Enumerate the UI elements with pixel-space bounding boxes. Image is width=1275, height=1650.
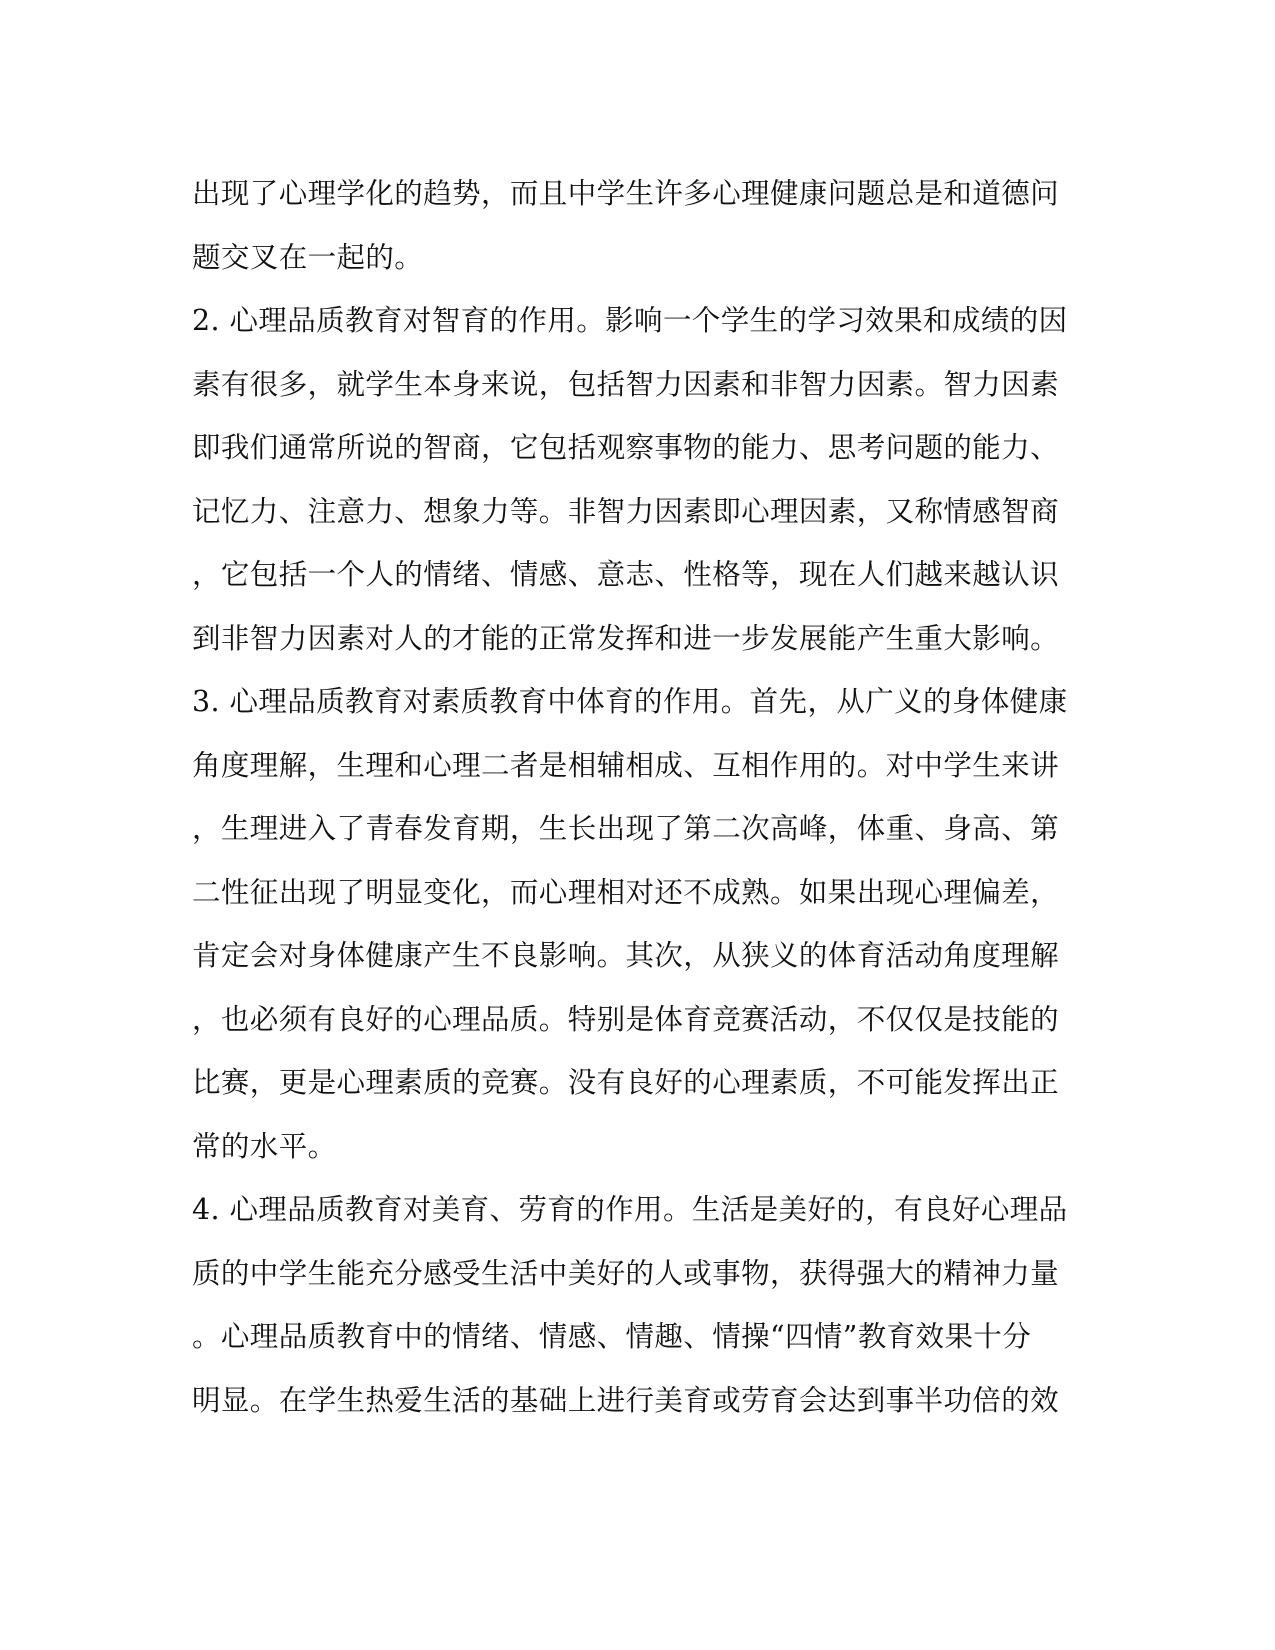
document-body <box>192 162 1072 1432</box>
text-line: ，它包括一个人的情绪、情感、意志、性格等，现在人们越来越认识 <box>192 558 1060 591</box>
text-line: 比赛，更是心理素质的竞赛。没有良好的心理素质，不可能发挥出正 <box>192 1066 1060 1099</box>
text-line: 出现了心理学化的趋势，而且中学生许多心理健康问题总是和道德问 <box>192 177 1060 210</box>
text-line: 素有很多，就学生本身来说，包括智力因素和非智力因素。智力因素 <box>192 367 1060 401</box>
text-line: 题交叉在一起的。 <box>192 240 424 274</box>
text-line: 二性征出现了明显变化，而心理相对还不成熟。如果出现心理偏差， <box>192 875 1060 909</box>
text-line: 。心理品质教育中的情绪、情感、情趣、情操“四情”教育效果十分 <box>192 1320 1032 1353</box>
text-line: ，也必须有良好的心理品质。特别是体育竞赛活动，不仅仅是技能的 <box>192 1002 1060 1036</box>
text-line: 肯定会对身体健康产生不良影响。其次，从狭义的体育活动角度理解 <box>192 939 1060 972</box>
text-line: 到非智力因素对人的才能的正常发挥和进一步发展能产生重大影响。 <box>192 621 1060 655</box>
text-line: 4. 心理品质教育对美育、劳育的作用。生活是美好的，有良好心理品 <box>192 1193 1068 1226</box>
text-line: 3. 心理品质教育对素质教育中体育的作用。首先，从广义的身体健康 <box>192 685 1068 718</box>
text-line: ，生理进入了青春发育期，生长出现了第二次高峰，体重、身高、第 <box>192 812 1060 845</box>
text-line: 2. 心理品质教育对智育的作用。影响一个学生的学习效果和成绩的因 <box>192 304 1068 337</box>
text-line: 明显。在学生热爱生活的基础上进行美育或劳育会达到事半功倍的效 <box>192 1383 1060 1417</box>
text-line: 即我们通常所说的智商，它包括观察事物的能力、思考问题的能力、 <box>192 431 1060 464</box>
text-line: 常的水平。 <box>192 1129 337 1163</box>
text-line: 记忆力、注意力、想象力等。非智力因素即心理因素，又称情感智商 <box>192 494 1060 528</box>
text-line: 质的中学生能充分感受生活中美好的人或事物，获得强大的精神力量 <box>192 1256 1060 1290</box>
text-line: 角度理解，生理和心理二者是相辅相成、互相作用的。对中学生来讲 <box>192 748 1060 782</box>
